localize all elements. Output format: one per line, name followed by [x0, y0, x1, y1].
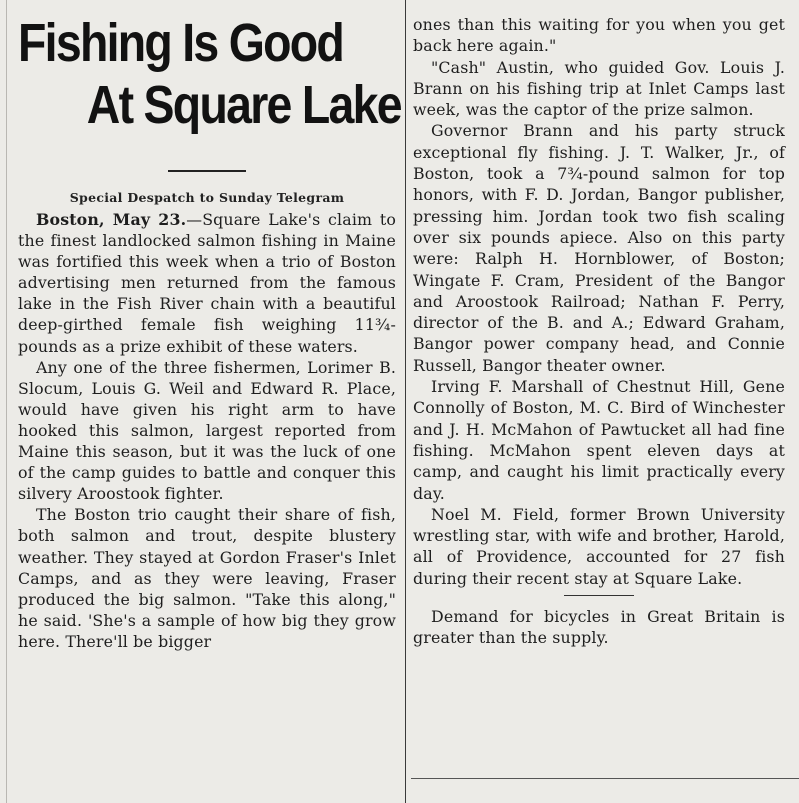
- article-end-rule: [564, 595, 634, 596]
- lead-paragraph-text: —Square Lake's claim to the finest landlocked salmon fishing in Maine was fortified this week when a trio of Boston advertising men returned from the famous lake in the Fish River chain with a beautiful deep-girthed female fish weighing 11¾-pounds as a prize exhibit of these waters.: [18, 210, 396, 356]
- left-column: [18, 12, 401, 652]
- column-divider: [405, 0, 406, 803]
- right-column: [413, 14, 785, 649]
- lead-paragraph: [18, 209, 396, 357]
- paragraph: Irving F. Marshall of Chestnut Hill, Gene Connolly of Boston, M. C. Bird of Winchester and J. H. McMahon of Pawtucket all had fine fishing. McMahon spent eleven days at camp, and caught his limit practically every day.: [413, 377, 785, 503]
- byline: Special Despatch to Sunday Telegram: [69, 190, 345, 205]
- continued-paragraph: ones than this waiting for you when you get back here again.": [413, 15, 785, 56]
- paragraph: "Cash" Austin, who guided Gov. Louis J. Brann on his fishing trip at Inlet Camps last week, was the captor of the prize salmon.: [413, 57, 785, 120]
- paragraph: Governor Brann and his party struck exceptional fly fishing. J. T. Walker, Jr., of Boston, took a 7¾-pound salmon for top honors, with F. D. Jordan, Bangor publisher, pressing him. Jordan took two fish scaling over six pounds apiece. Also on this party were: Ralph H. Hornblower, of Boston; Wingate F. Cram, President of the Bangor and Aroostook Railroad; Nathan F. Perry, director of the B. and A.; Edward Graham, Bangor power company head, and Connie Russell, Bangor theater owner.: [413, 121, 785, 375]
- headline-rule: [168, 170, 246, 172]
- paragraph: Any one of the three fishermen, Lorimer B. Slocum, Louis G. Weil and Edward R. Place, would have given his right arm to have hooked this salmon, largest reported from Maine this season, but it was the luck of one of the camp guides to battle and conquer this silvery Aroostook fighter.: [18, 357, 396, 504]
- dateline: Boston, May 23.: [36, 210, 187, 229]
- paragraph: The Boston trio caught their share of fish, both salmon and trout, despite blustery weather. They stayed at Gordon Fraser's Inlet Camps, and as they were leaving, Fraser produced the big salmon. "Take this along," he said. 'She's a sample of how big they grow here. There'll be bigger: [18, 505, 396, 651]
- headline: [18, 12, 401, 136]
- paragraph: Noel M. Field, former Brown University wrestling star, with wife and brother, Harold, all of Providence, accounted for 27 fish during their recent stay at Square Lake.: [413, 504, 785, 588]
- headline-line-1: Fishing Is Good: [18, 13, 344, 73]
- left-edge-rule: [6, 0, 7, 803]
- headline-line-2: At Square Lake: [86, 75, 401, 135]
- filler-item: Demand for bicycles in Great Britain is greater than the supply.: [413, 607, 785, 648]
- bottom-rule: [411, 778, 799, 779]
